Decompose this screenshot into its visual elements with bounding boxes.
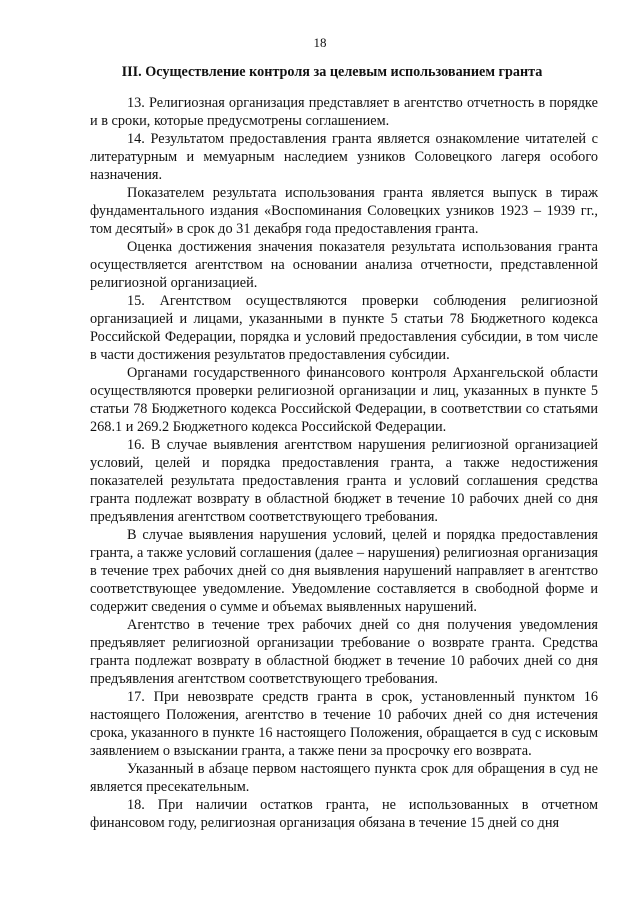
paragraph: 14. Результатом предоставления гранта является ознакомление читателей с литературным и мемуарным наследием узников Соловецкого лагеря особого назначения.: [90, 131, 598, 183]
paragraph: 18. При наличии остатков гранта, не использованных в отчетном финансовом году, религиозная организация обязана в течение 15 дней со дня: [90, 797, 598, 831]
section-title: III. Осуществление контроля за целевым использованием гранта: [121, 64, 543, 80]
paragraph: Органами государственного финансового контроля Архангельской области осуществляются проверки религиозной организации и лиц, указанных в пункте 5 статьи 78 Бюджетного кодекса Российской Федерации, в соответствии со статьями 268.1 и 269.2 Бюджетного кодекса Российской Федерации.: [90, 365, 598, 435]
paragraph: В случае выявления нарушения условий, целей и порядка предоставления гранта, а также условий соглашения (далее – нарушения) религиозная организация в течение трех рабочих дней со дня выявления нарушений направляет в агентство соответствующее уведомление. Уведомление составляется в свободной форме и содержит сведения о сумме и объемах выявленных нарушений.: [90, 527, 598, 615]
paragraph: 13. Религиозная организация представляет в агентство отчетность в порядке и в сроки, которые предусмотрены соглашением.: [90, 95, 598, 129]
paragraph: 17. При невозврате средств гранта в срок, установленный пунктом 16 настоящего Положения, агентство в течение 10 рабочих дней со дня истечения срока, указанного в пункте 16 настоящего Положения, обращается в суд с исковым заявлением о взыскании гранта, а также пени за просрочку его возврата.: [90, 689, 598, 759]
document-body: [90, 94, 598, 832]
paragraph: Показателем результата использования гранта является выпуск в тираж фундаментального издания «Воспоминания Соловецких узников 1923 – 1939 гг., том десятый» в срок до 31 декабря года предоставления гранта.: [90, 185, 598, 237]
paragraph: Указанный в абзаце первом настоящего пункта срок для обращения в суд не является пресекательным.: [90, 761, 598, 795]
paragraph: 16. В случае выявления агентством нарушения религиозной организацией условий, целей и порядка предоставления гранта, а также недостижения показателей результата предоставления гранта и условий соглашения средства гранта подлежат возврату в областной бюджет в течение 10 рабочих дней со дня предъявления агентством соответствующего требования.: [90, 437, 598, 525]
page-number: 18: [313, 35, 327, 50]
paragraph: Оценка достижения значения показателя результата использования гранта осуществляется агентством на основании анализа отчетности, представленной религиозной организацией.: [90, 239, 598, 291]
paragraph: 15. Агентством осуществляются проверки соблюдения религиозной организацией и лицами, указанными в пункте 5 статьи 78 Бюджетного кодекса Российской Федерации, порядка и условий предоставления субсидии, в том числе в части достижения результатов предоставления субсидии.: [90, 293, 598, 363]
paragraph: Агентство в течение трех рабочих дней со дня получения уведомления предъявляет религиозной организации требование о возврате гранта. Средства гранта подлежат возврату в областной бюджет в течение 10 рабочих дней со дня предъявления агентством соответствующего требования.: [90, 617, 598, 687]
